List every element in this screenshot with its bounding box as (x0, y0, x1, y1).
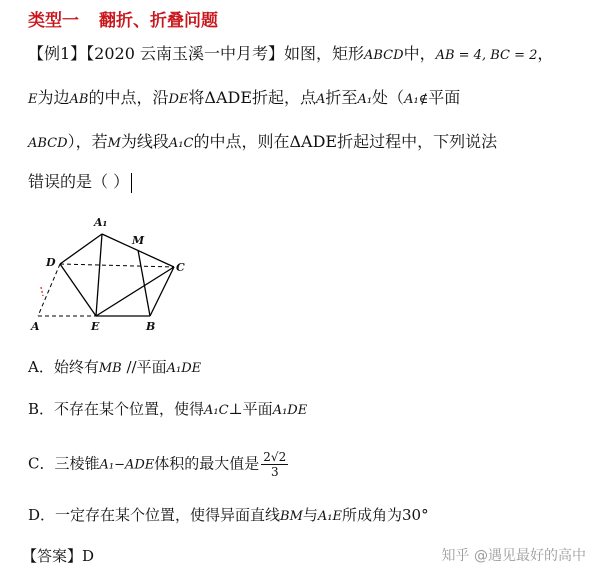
question-line-1: 【例1】【2020 云南玉溪一中月考】如图，矩形ABCD中，AB = 4, BC = 2， (28, 44, 554, 63)
label-D: D (46, 256, 56, 269)
question-line-3: ABCD），若M为线段A₁C的中点，则在ΔADE折起过程中，下列说法 (28, 132, 498, 151)
edge-A1-E (96, 234, 102, 316)
label-B: B (146, 320, 156, 333)
label-A1: A₁ (94, 216, 108, 229)
question-line-2: E为边AB的中点，沿DE将ΔADE折起，点A折至A₁处（A₁∉平面 (28, 88, 461, 107)
text-cursor (131, 173, 132, 193)
edge-D-E (60, 264, 96, 316)
edge-D-A-dashed (38, 264, 60, 316)
edge-D-C-dashed (60, 264, 174, 267)
section-heading (28, 6, 218, 31)
option-d: D．一定存在某个位置，使得异面直线BM与A₁E所成角为30° (28, 506, 429, 524)
folding-figure (26, 212, 196, 337)
label-M: M (132, 234, 145, 247)
heading-part1: 类型一 (28, 11, 79, 31)
question-line-4: 错误的是（ ） (28, 172, 588, 193)
fraction: $\frac{2√2}{3}$ (263, 450, 287, 479)
label-E: E (91, 320, 100, 333)
answer-line: 【答案】D (22, 547, 95, 565)
option-c: C．三棱锥A₁−ADE体积的最大值是 $\frac{2√2}{3}$ (28, 450, 287, 479)
label-C: C (176, 261, 185, 274)
option-a: A．始终有MB //平面A₁DE (28, 358, 202, 376)
heading-part2: 翻折、折叠问题 (99, 11, 218, 31)
red-mark (41, 287, 43, 296)
option-b: B．不存在某个位置，使得A₁C⊥平面A₁DE (28, 400, 308, 418)
label-A: A (31, 320, 40, 333)
watermark: 知乎 @遇见最好的高中 (441, 548, 586, 564)
edge-D-A1 (60, 234, 102, 264)
